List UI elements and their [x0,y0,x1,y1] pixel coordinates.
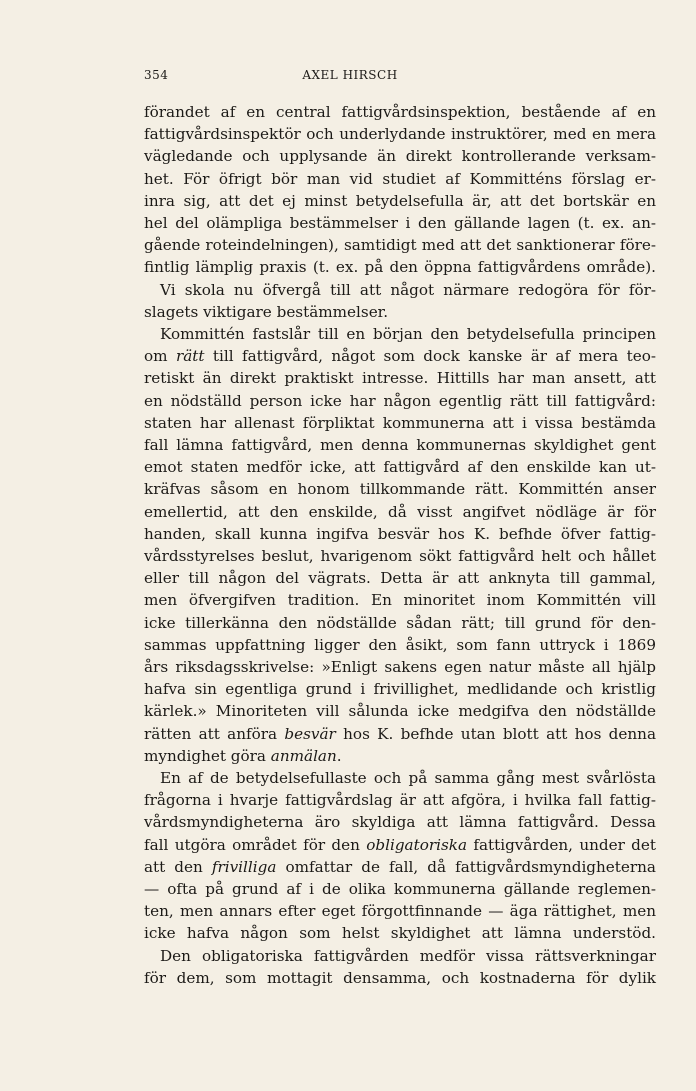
text-line: för dem, som mottagit densamma, och kostnaderna för dylik [144,968,656,987]
page-number: 354 [144,68,169,82]
text-line: sammas uppfattning ligger den åsikt, som fann uttryck i 1869 [144,635,656,654]
text-line: vägledande och upplysande än direkt kontrollerande verksam- [144,147,656,166]
text-line: eller till någon del vägrats. Detta är att anknyta till gammal, [144,569,656,588]
text-line: — ofta på grund af i de olika kommunerna gällande reglemen- [144,880,656,898]
text-line: frågorna i hvarje fattigvårdslag är att afgöra, i hvilka fall fattig- [144,791,656,810]
text-line: en nödställd person icke har någon egentlig rätt till fattigvård: [144,391,656,410]
text-line: ten, men annars efter eget förgottfinnande — äga rättighet, men [144,902,656,921]
text-line: slagets viktigare bestämmelser. [144,302,389,321]
text-line: men öfvergifven tradition. En minoritet inom Kommittén vill [144,591,656,610]
text-line: Den obligatoriska fattigvården medför vissa rättsverkningar [160,946,656,965]
text-line: retiskt än direkt praktiskt intresse. Hittills har man ansett, att [144,369,656,388]
text-line: inra sig, att det ej minst betydelsefulla är, att det bortskär en [144,191,656,210]
text-line: att den frivilliga omfattar de fall, då fattigvårdsmyndigheterna [144,857,656,876]
text-line: rätten att anföra besvär hos K. befhde utan blott att hos denna [144,724,657,743]
text-line: Vi skola nu öfvergå till att något närmare redogöra för för- [160,280,656,299]
text-line: förandet af en central fattigvårdsinspektion, bestående af en [144,103,656,121]
text-line: het. För öfrigt bör man vid studiet af Kommitténs förslag er- [144,169,656,188]
text-line: fall lämna fattigvård, men denna kommunernas skyldighet gent [144,436,656,454]
text-line: kräfvas såsom en honom tillkommande rätt. Kommittén anser [144,480,656,499]
text-line: kärlek.» Minoriteten vill sålunda icke medgifva den nödställde [144,702,656,721]
text-line: fintlig lämplig praxis (t. ex. på den öppna fattigvårdens område). [144,258,656,277]
text-line: Kommittén fastslår till en början den betydelsefulla principen [160,325,656,343]
text-line: En af de betydelsefullaste och på samma gång mest svårlösta [160,769,656,787]
text-line: fattigvårdsinspektör och underlydande instruktörer, med en mera [144,125,656,144]
text-line: icke hafva någon som helst skyldighet att lämna understöd. [144,924,656,943]
text-line: hafva sin egentliga grund i frivillighet, medlidande och kristlig [144,680,656,699]
text-line: gående roteindelningen), samtidigt med att det sanktionerar före- [144,236,656,255]
text-line: hel del olämpliga bestämmelser i den gällande lagen (t. ex. an- [144,214,656,232]
text-line: emellertid, att den enskilde, då visst angifvet nödläge är för [144,502,656,521]
text-line: icke tillerkänna den nödställde sådan rätt; till grund för den- [144,613,656,632]
text-line: fall utgöra området för den obligatoriska fattigvården, under det [144,835,656,854]
text-line: emot staten medför icke, att fattigvård af den enskilde kan ut- [144,458,656,477]
page-header [144,68,556,90]
text-line: handen, skall kunna ingifva besvär hos K. befhde öfver fattig- [144,524,656,543]
text-line: vårdsstyrelses beslut, hvarigenom sökt fattigvård helt och hållet [144,547,656,565]
text-line: års riksdagsskrivelse: »Enligt sakens egen natur måste all hjälp [144,658,656,676]
text-line: staten har allenast förpliktat kommunerna att i vissa bestämda [144,413,656,432]
text-line: vårdsmyndigheterna äro skyldiga att lämna fattigvård. Dessa [144,813,656,832]
running-title: AXEL HIRSCH [302,68,398,82]
text-line: myndighet göra anmälan. [144,746,342,765]
text-line: om rätt till fattigvård, något som dock kanske är af mera teo- [144,347,656,366]
